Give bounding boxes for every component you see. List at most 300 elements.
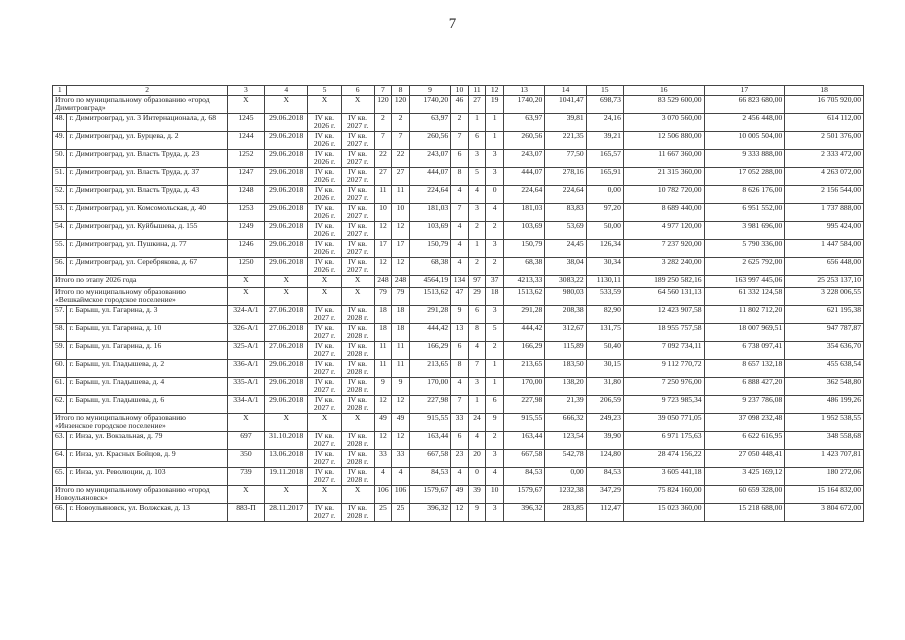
- data-cell: 29.06.2018: [265, 258, 308, 276]
- data-cell: 221,35: [545, 132, 586, 150]
- data-cell: 11: [374, 360, 392, 378]
- data-cell: 883-П: [227, 504, 264, 522]
- data-cell: 0: [486, 186, 504, 204]
- data-cell: 3: [486, 168, 504, 186]
- data-cell: 10 005 504,00: [704, 132, 785, 150]
- data-cell: 347,29: [586, 486, 623, 504]
- data-cell: 29.06.2018: [265, 378, 308, 396]
- data-cell: 165,57: [586, 150, 623, 168]
- column-number: 14: [545, 86, 586, 96]
- data-cell: 0,00: [586, 186, 623, 204]
- data-cell: 1 423 707,81: [785, 450, 864, 468]
- data-cell: 4 263 072,00: [785, 168, 864, 186]
- row-number: 49.: [53, 132, 67, 150]
- data-cell: 61 332 124,58: [704, 288, 785, 306]
- data-cell: 5: [468, 168, 486, 186]
- data-cell: 181,03: [503, 204, 544, 222]
- data-cell: 15 164 832,00: [785, 486, 864, 504]
- address-cell: г. Инза, ул. Революции, д. 103: [67, 468, 227, 486]
- row-number: 63.: [53, 432, 67, 450]
- data-cell: 915,55: [503, 414, 544, 432]
- data-cell: 7: [451, 132, 469, 150]
- data-cell: X: [341, 276, 374, 288]
- data-cell: 248: [374, 276, 392, 288]
- row-number: 64.: [53, 450, 67, 468]
- data-cell: IV кв. 2028 г.: [341, 306, 374, 324]
- data-cell: X: [341, 414, 374, 432]
- table-row: [53, 114, 864, 132]
- row-number: 51.: [53, 168, 67, 186]
- column-number: 6: [341, 86, 374, 96]
- data-cell: X: [308, 486, 341, 504]
- row-number: 62.: [53, 396, 67, 414]
- data-cell: 243,07: [503, 150, 544, 168]
- data-cell: 10: [392, 204, 410, 222]
- data-cell: 260,56: [409, 132, 450, 150]
- row-number: 53.: [53, 204, 67, 222]
- housing-program-table: [52, 85, 864, 522]
- data-cell: X: [265, 96, 308, 114]
- table-row: [53, 222, 864, 240]
- row-number: 60.: [53, 360, 67, 378]
- data-cell: 22: [392, 150, 410, 168]
- data-cell: 4: [451, 378, 469, 396]
- data-cell: 1041,47: [545, 96, 586, 114]
- data-cell: 2 333 472,00: [785, 150, 864, 168]
- data-cell: 24,45: [545, 240, 586, 258]
- data-cell: 1244: [227, 132, 264, 150]
- total-label: Итого по муниципальному образованию «город Новоульяновск»: [53, 486, 228, 504]
- column-number: 12: [486, 86, 504, 96]
- data-cell: 6 622 616,95: [704, 432, 785, 450]
- data-cell: X: [265, 414, 308, 432]
- data-cell: 249,23: [586, 414, 623, 432]
- data-cell: 4: [451, 468, 469, 486]
- column-number: 3: [227, 86, 264, 96]
- data-cell: 112,47: [586, 504, 623, 522]
- total-label: Итого по этапу 2026 года: [53, 276, 228, 288]
- data-cell: 53,69: [545, 222, 586, 240]
- data-cell: X: [227, 486, 264, 504]
- data-cell: 667,58: [409, 450, 450, 468]
- data-cell: 3 425 169,12: [704, 468, 785, 486]
- data-cell: IV кв. 2028 г.: [341, 432, 374, 450]
- data-cell: 165,91: [586, 168, 623, 186]
- data-cell: 163,44: [409, 432, 450, 450]
- data-cell: 325-А/1: [227, 342, 264, 360]
- table-row: [53, 186, 864, 204]
- data-cell: 278,16: [545, 168, 586, 186]
- data-cell: 181,03: [409, 204, 450, 222]
- data-cell: 9 723 985,34: [623, 396, 704, 414]
- table-row: [53, 324, 864, 342]
- data-cell: IV кв. 2027 г.: [341, 204, 374, 222]
- data-cell: 3: [486, 450, 504, 468]
- data-cell: 27: [374, 168, 392, 186]
- column-number: 8: [392, 86, 410, 96]
- column-number: 13: [503, 86, 544, 96]
- data-cell: 444,42: [503, 324, 544, 342]
- row-number: 58.: [53, 324, 67, 342]
- data-cell: 1: [486, 114, 504, 132]
- data-cell: IV кв. 2026 г.: [308, 222, 341, 240]
- data-cell: 12 423 907,58: [623, 306, 704, 324]
- data-cell: 1 737 888,00: [785, 204, 864, 222]
- data-cell: 29.06.2018: [265, 150, 308, 168]
- table-row: [53, 258, 864, 276]
- data-cell: 6 971 175,63: [623, 432, 704, 450]
- address-cell: г. Димитровград, ул. 3 Интернационала, д. 68: [67, 114, 227, 132]
- data-cell: 4: [451, 222, 469, 240]
- data-cell: 49: [392, 414, 410, 432]
- data-cell: 49: [374, 414, 392, 432]
- data-cell: 980,03: [545, 288, 586, 306]
- data-cell: 227,98: [503, 396, 544, 414]
- table-row: [53, 504, 864, 522]
- data-cell: 2 501 376,00: [785, 132, 864, 150]
- data-cell: 362 548,80: [785, 378, 864, 396]
- table-row: [53, 342, 864, 360]
- address-cell: г. Барыш, ул. Гагарина, д. 3: [67, 306, 227, 324]
- data-cell: 1513,62: [409, 288, 450, 306]
- column-number: 5: [308, 86, 341, 96]
- data-cell: 5: [486, 324, 504, 342]
- column-number: 10: [451, 86, 469, 96]
- data-cell: 25: [392, 504, 410, 522]
- data-cell: 25: [374, 504, 392, 522]
- data-cell: 23: [451, 450, 469, 468]
- data-cell: 28.11.2017: [265, 504, 308, 522]
- data-cell: 31,80: [586, 378, 623, 396]
- data-cell: 1 447 584,00: [785, 240, 864, 258]
- data-cell: 5 790 336,00: [704, 240, 785, 258]
- data-cell: IV кв. 2026 г.: [308, 168, 341, 186]
- data-cell: 3: [486, 240, 504, 258]
- data-cell: 11: [392, 342, 410, 360]
- data-cell: IV кв. 2026 г.: [308, 240, 341, 258]
- data-cell: 486 199,26: [785, 396, 864, 414]
- data-cell: IV кв. 2027 г.: [308, 396, 341, 414]
- data-cell: 47: [451, 288, 469, 306]
- data-cell: IV кв. 2027 г.: [341, 258, 374, 276]
- data-cell: IV кв. 2027 г.: [341, 186, 374, 204]
- data-cell: 27 050 448,41: [704, 450, 785, 468]
- data-cell: X: [265, 276, 308, 288]
- data-cell: IV кв. 2027 г.: [308, 306, 341, 324]
- data-cell: IV кв. 2027 г.: [341, 114, 374, 132]
- table-row: [53, 132, 864, 150]
- data-cell: 213,65: [503, 360, 544, 378]
- data-cell: IV кв. 2027 г.: [341, 168, 374, 186]
- data-cell: 698,73: [586, 96, 623, 114]
- column-number: 18: [785, 86, 864, 96]
- data-cell: IV кв. 2026 г.: [308, 132, 341, 150]
- column-number: 11: [468, 86, 486, 96]
- data-cell: 2 156 544,00: [785, 186, 864, 204]
- data-cell: 947 787,87: [785, 324, 864, 342]
- data-cell: 18: [486, 288, 504, 306]
- total-row: [53, 288, 864, 306]
- data-cell: 697: [227, 432, 264, 450]
- data-cell: 18: [374, 306, 392, 324]
- data-cell: 4: [374, 468, 392, 486]
- data-cell: IV кв. 2027 г.: [341, 240, 374, 258]
- data-cell: 1247: [227, 168, 264, 186]
- data-cell: 10: [486, 486, 504, 504]
- data-cell: 283,85: [545, 504, 586, 522]
- data-cell: 82,90: [586, 306, 623, 324]
- table-row: [53, 306, 864, 324]
- data-cell: 7: [392, 132, 410, 150]
- row-number: 52.: [53, 186, 67, 204]
- data-cell: 227,98: [409, 396, 450, 414]
- column-number: 15: [586, 86, 623, 96]
- data-cell: 39 050 771,05: [623, 414, 704, 432]
- data-cell: 166,29: [409, 342, 450, 360]
- address-cell: г. Димитровград, ул. Комсомольская, д. 40: [67, 204, 227, 222]
- data-cell: 11 802 712,20: [704, 306, 785, 324]
- data-cell: 6: [486, 396, 504, 414]
- data-cell: 12: [392, 258, 410, 276]
- data-cell: 1232,38: [545, 486, 586, 504]
- data-cell: 29.06.2018: [265, 168, 308, 186]
- data-cell: 24,16: [586, 114, 623, 132]
- data-cell: X: [227, 96, 264, 114]
- data-cell: 12: [392, 396, 410, 414]
- data-cell: 248: [392, 276, 410, 288]
- data-cell: X: [227, 288, 264, 306]
- data-cell: 150,79: [409, 240, 450, 258]
- data-cell: 138,20: [545, 378, 586, 396]
- data-cell: 163,44: [503, 432, 544, 450]
- data-cell: 63,97: [503, 114, 544, 132]
- data-cell: 115,89: [545, 342, 586, 360]
- data-cell: 189 250 582,16: [623, 276, 704, 288]
- data-cell: X: [308, 276, 341, 288]
- data-cell: 7: [374, 132, 392, 150]
- data-cell: 542,78: [545, 450, 586, 468]
- data-cell: IV кв. 2027 г.: [308, 504, 341, 522]
- data-cell: 4: [451, 240, 469, 258]
- data-cell: 12 506 880,00: [623, 132, 704, 150]
- data-cell: 208,38: [545, 306, 586, 324]
- table-row: [53, 378, 864, 396]
- table-row: [53, 150, 864, 168]
- row-number: 54.: [53, 222, 67, 240]
- data-cell: IV кв. 2027 г.: [308, 360, 341, 378]
- data-cell: 2: [486, 258, 504, 276]
- data-cell: 6: [451, 342, 469, 360]
- data-cell: 4: [468, 342, 486, 360]
- data-cell: 126,34: [586, 240, 623, 258]
- data-cell: 1: [486, 132, 504, 150]
- data-cell: 1740,20: [409, 96, 450, 114]
- data-cell: 8 689 440,00: [623, 204, 704, 222]
- data-cell: X: [265, 288, 308, 306]
- data-cell: 21 315 360,00: [623, 168, 704, 186]
- data-cell: 1: [468, 114, 486, 132]
- row-number: 50.: [53, 150, 67, 168]
- table-row: [53, 450, 864, 468]
- data-cell: 25 253 137,10: [785, 276, 864, 288]
- total-row: [53, 486, 864, 504]
- data-cell: 4: [486, 204, 504, 222]
- data-cell: 84,53: [586, 468, 623, 486]
- data-cell: 11: [392, 186, 410, 204]
- data-cell: 3083,22: [545, 276, 586, 288]
- data-cell: 83,83: [545, 204, 586, 222]
- data-cell: 163 997 445,06: [704, 276, 785, 288]
- data-cell: 29.06.2018: [265, 240, 308, 258]
- data-cell: 2: [468, 222, 486, 240]
- address-cell: г. Барыш, ул. Гагарина, д. 16: [67, 342, 227, 360]
- data-cell: 6 738 097,41: [704, 342, 785, 360]
- data-cell: 1513,62: [503, 288, 544, 306]
- data-cell: 4: [486, 468, 504, 486]
- data-cell: 4 977 120,00: [623, 222, 704, 240]
- data-cell: X: [227, 414, 264, 432]
- data-cell: 50,00: [586, 222, 623, 240]
- data-cell: 12: [374, 432, 392, 450]
- data-cell: 18: [392, 306, 410, 324]
- data-cell: 97: [468, 276, 486, 288]
- data-cell: 8: [451, 168, 469, 186]
- data-cell: 4: [451, 186, 469, 204]
- data-cell: 455 638,54: [785, 360, 864, 378]
- data-cell: 50,40: [586, 342, 623, 360]
- data-cell: 206,59: [586, 396, 623, 414]
- data-cell: 170,00: [503, 378, 544, 396]
- data-cell: IV кв. 2028 г.: [341, 468, 374, 486]
- data-cell: IV кв. 2028 г.: [341, 324, 374, 342]
- data-cell: 39: [468, 486, 486, 504]
- data-cell: 77,50: [545, 150, 586, 168]
- data-cell: 170,00: [409, 378, 450, 396]
- data-cell: 18 007 969,51: [704, 324, 785, 342]
- data-cell: 1740,20: [503, 96, 544, 114]
- address-cell: г. Димитровград, ул. Пушкина, д. 77: [67, 240, 227, 258]
- data-cell: 9: [392, 378, 410, 396]
- data-cell: 183,50: [545, 360, 586, 378]
- data-cell: 19: [486, 96, 504, 114]
- data-cell: 60 659 328,00: [704, 486, 785, 504]
- data-cell: 123,54: [545, 432, 586, 450]
- data-cell: IV кв. 2027 г.: [341, 132, 374, 150]
- data-cell: 106: [374, 486, 392, 504]
- data-cell: 334-А/1: [227, 396, 264, 414]
- data-cell: 24: [468, 414, 486, 432]
- data-cell: 39,81: [545, 114, 586, 132]
- data-cell: 8: [468, 324, 486, 342]
- data-cell: 7: [451, 396, 469, 414]
- data-cell: 39,21: [586, 132, 623, 150]
- data-cell: IV кв. 2027 г.: [308, 468, 341, 486]
- data-cell: 656 448,00: [785, 258, 864, 276]
- data-cell: 30,15: [586, 360, 623, 378]
- data-cell: IV кв. 2027 г.: [341, 150, 374, 168]
- data-cell: 11: [374, 342, 392, 360]
- data-cell: IV кв. 2028 г.: [341, 360, 374, 378]
- data-cell: 354 636,70: [785, 342, 864, 360]
- data-cell: 3 804 672,00: [785, 504, 864, 522]
- data-cell: 6: [468, 306, 486, 324]
- data-cell: 3: [486, 306, 504, 324]
- row-number: 55.: [53, 240, 67, 258]
- data-cell: 915,55: [409, 414, 450, 432]
- data-cell: 3 070 560,00: [623, 114, 704, 132]
- address-cell: г. Димитровград, ул. Бурцева, д. 2: [67, 132, 227, 150]
- data-cell: 13.06.2018: [265, 450, 308, 468]
- data-cell: 444,07: [503, 168, 544, 186]
- data-cell: X: [341, 288, 374, 306]
- page-number: 7: [448, 16, 457, 32]
- table-row: [53, 396, 864, 414]
- data-cell: 6: [451, 150, 469, 168]
- data-cell: 4: [468, 186, 486, 204]
- header-row: [53, 86, 864, 96]
- data-cell: 180 272,06: [785, 468, 864, 486]
- data-cell: 27: [468, 96, 486, 114]
- data-cell: 33: [392, 450, 410, 468]
- data-cell: 7 092 734,11: [623, 342, 704, 360]
- data-cell: 68,38: [503, 258, 544, 276]
- data-cell: 15 218 688,00: [704, 504, 785, 522]
- total-row: [53, 414, 864, 432]
- data-cell: IV кв. 2027 г.: [308, 432, 341, 450]
- address-cell: г. Димитровград, ул. Власть Труда, д. 43: [67, 186, 227, 204]
- data-cell: 124,80: [586, 450, 623, 468]
- data-cell: 7 237 920,00: [623, 240, 704, 258]
- data-cell: 533,59: [586, 288, 623, 306]
- row-number: 48.: [53, 114, 67, 132]
- data-cell: 29.06.2018: [265, 222, 308, 240]
- data-cell: 1: [468, 396, 486, 414]
- data-cell: 0,00: [545, 468, 586, 486]
- data-cell: 13: [451, 324, 469, 342]
- data-cell: 33: [451, 414, 469, 432]
- data-cell: 2: [486, 222, 504, 240]
- data-cell: 106: [392, 486, 410, 504]
- data-cell: 995 424,00: [785, 222, 864, 240]
- data-cell: X: [341, 486, 374, 504]
- data-cell: 2: [468, 258, 486, 276]
- data-cell: 9 112 770,72: [623, 360, 704, 378]
- data-cell: 396,32: [409, 504, 450, 522]
- data-cell: 17 052 288,00: [704, 168, 785, 186]
- data-cell: 2 456 448,00: [704, 114, 785, 132]
- data-cell: 134: [451, 276, 469, 288]
- data-cell: 29.06.2018: [265, 396, 308, 414]
- data-cell: 49: [451, 486, 469, 504]
- data-cell: 3 228 006,55: [785, 288, 864, 306]
- data-cell: 444,42: [409, 324, 450, 342]
- data-cell: 1: [486, 378, 504, 396]
- row-number: 59.: [53, 342, 67, 360]
- data-cell: 350: [227, 450, 264, 468]
- data-cell: 1: [486, 360, 504, 378]
- row-number: 66.: [53, 504, 67, 522]
- table-row: [53, 468, 864, 486]
- data-cell: 312,67: [545, 324, 586, 342]
- data-cell: IV кв. 2026 г.: [308, 258, 341, 276]
- data-cell: 150,79: [503, 240, 544, 258]
- column-number: 7: [374, 86, 392, 96]
- data-cell: 739: [227, 468, 264, 486]
- row-number: 61.: [53, 378, 67, 396]
- data-cell: 27.06.2018: [265, 342, 308, 360]
- table-row: [53, 240, 864, 258]
- data-cell: 10: [374, 204, 392, 222]
